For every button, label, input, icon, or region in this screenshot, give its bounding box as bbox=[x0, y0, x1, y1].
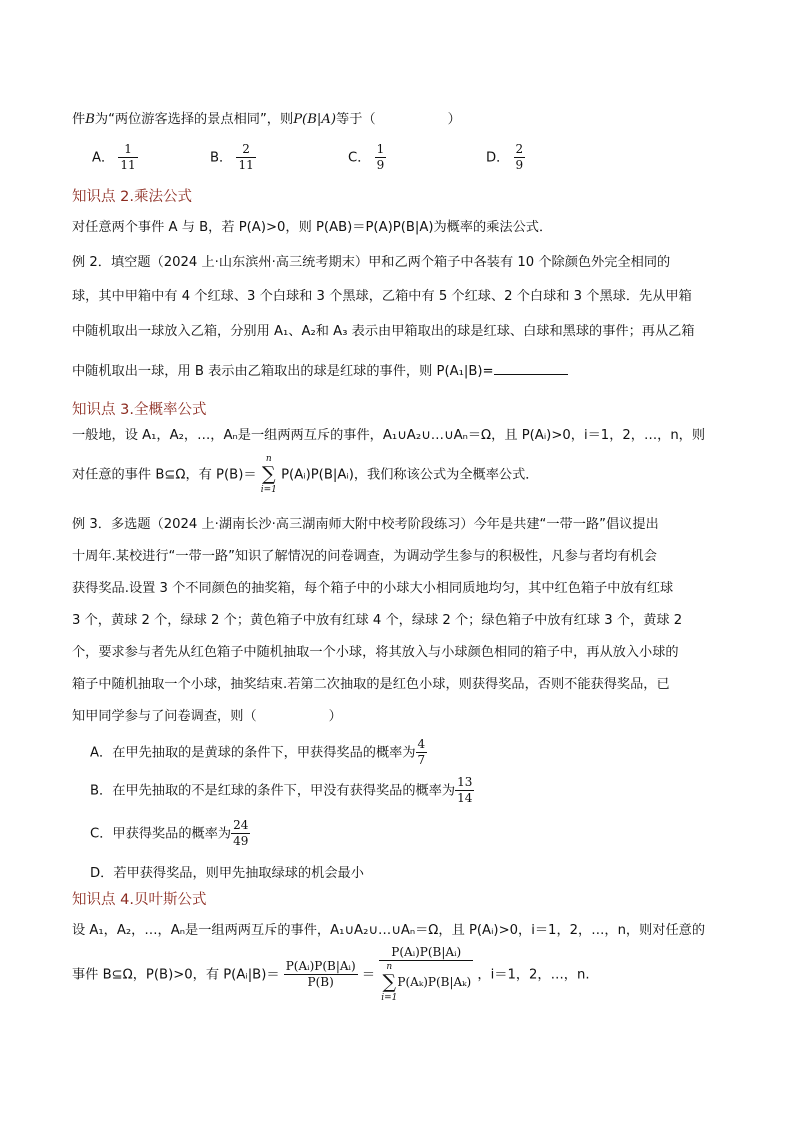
option-text: C．甲获得奖品的概率为 bbox=[90, 826, 232, 842]
fraction-numerator: 13 bbox=[457, 775, 473, 789]
fraction-denominator: 9 bbox=[376, 158, 385, 172]
ex2-line-2: 球，其中甲箱中有 4 个红球、3 个白球和 3 个黑球，乙箱中有 5 个红球、2 个白球和 3 个黑球．先从甲箱 bbox=[72, 289, 692, 304]
q1-option-c[interactable] bbox=[348, 142, 386, 173]
kp3-line-1: 一般地，设 A₁，A₂，…，Aₙ是一组两两互斥的事件，A₁∪A₂∪…∪Aₙ＝Ω，且 P(Aᵢ)>0，i＝1，2，…，n，则 bbox=[72, 428, 706, 443]
fraction-denominator: 14 bbox=[457, 791, 473, 805]
sum-upper-limit: n bbox=[386, 962, 393, 972]
option-fraction bbox=[416, 737, 428, 768]
ex3-line-7 bbox=[72, 705, 342, 724]
kp4-line-1: 设 A₁，A₂，…，Aₙ是一组两两互斥的事件，A₁∪A₂∪…∪Aₙ＝Ω，且 P(Aᵢ)>0，i＝1，2，…，n，则对任意的 bbox=[72, 923, 706, 938]
bayes-fraction-2 bbox=[379, 945, 473, 1004]
q1-option-a[interactable] bbox=[92, 142, 138, 173]
ex3-line-6: 箱子中随机抽取一个小球，抽奖结束.若第二次抽取的是红色小球，则获得奖品，否则不能获得奖品，已 bbox=[72, 677, 670, 692]
fraction-denominator: 11 bbox=[238, 158, 254, 172]
kp4-line-2 bbox=[72, 945, 590, 1004]
q1-stem-text: 为“两位游客选择的景点相同”，则 bbox=[94, 112, 294, 127]
ex2-line-4 bbox=[72, 360, 568, 379]
sum-lower-limit: i=1 bbox=[260, 485, 277, 495]
option-text: B．在甲先抽取的不是红球的条件下，甲没有获得奖品的概率为 bbox=[90, 783, 456, 799]
summation-symbol: n ∑ i=1 bbox=[381, 962, 398, 1003]
ex3-line-1: 例 3．多选题（2024 上·湖南长沙·高三湖南师大附中校考阶段练习）今年是共建“一带一路”倡议提出 bbox=[72, 517, 659, 532]
fraction-numerator: P(Aᵢ)P(B|Aᵢ) bbox=[379, 945, 473, 961]
ex2-line-4-text: 中随机取出一球，用 B 表示由乙箱取出的球是红球的事件，则 P(A₁|B)= bbox=[72, 364, 494, 379]
option-letter: A． bbox=[92, 150, 115, 166]
fraction-denominator: 11 bbox=[120, 158, 136, 172]
q1-stem-prefix: 件 bbox=[72, 112, 86, 127]
option-fraction bbox=[455, 775, 474, 806]
fraction-numerator: 2 bbox=[236, 142, 255, 158]
option-fraction bbox=[118, 142, 137, 173]
ex3-line-3: 获得奖品.设置 3 个不同颜色的抽奖箱，每个箱子中的小球大小相同质地均匀，其中红色箱子中放有红球 bbox=[72, 581, 674, 596]
fraction-denominator bbox=[379, 961, 473, 1004]
ex3-option-a[interactable] bbox=[90, 737, 427, 768]
kp3-line-2-start: 对任意的事件 B⊆Ω，有 P(B)＝ bbox=[72, 467, 257, 483]
ex3-line-7-close: ） bbox=[328, 709, 342, 724]
kp2-heading: 知识点 2.乘法公式 bbox=[72, 189, 192, 205]
kp4-heading: 知识点 4.贝叶斯公式 bbox=[72, 892, 207, 908]
option-letter: B． bbox=[210, 150, 233, 166]
option-letter: C． bbox=[348, 150, 371, 166]
fraction-numerator: 2 bbox=[515, 142, 524, 156]
fraction-denominator: 7 bbox=[417, 753, 426, 767]
fraction-numerator: 1 bbox=[118, 142, 137, 158]
q1-stem bbox=[72, 108, 461, 127]
kp4-line-2-end: ，i＝1，2，…，n. bbox=[477, 967, 590, 983]
kp3-line-2 bbox=[72, 453, 538, 496]
fraction-numerator: P(Aᵢ)P(B|Aᵢ) bbox=[285, 959, 356, 973]
fraction-numerator: 24 bbox=[233, 818, 249, 832]
kp3-line-2-end: P(Aᵢ)P(B|Aᵢ)，我们称该公式为全概率公式． bbox=[281, 467, 539, 483]
fraction-denominator: P(B) bbox=[307, 975, 334, 989]
option-fraction bbox=[231, 818, 250, 849]
ex3-line-2: 十周年.某校进行“一带一路”知识了解情况的问卷调查，为调动学生参与的积极性，凡参与者均有机会 bbox=[72, 549, 657, 564]
fraction-denominator: 9 bbox=[515, 158, 524, 172]
sum-lower-limit: i=1 bbox=[381, 993, 398, 1003]
option-text: A．在甲先抽取的是黄球的条件下，甲获得奖品的概率为 bbox=[90, 745, 416, 761]
ex3-option-c[interactable] bbox=[90, 818, 250, 849]
fraction-numerator: 4 bbox=[417, 737, 426, 751]
q1-stem-event: B bbox=[85, 112, 95, 127]
ex2-line-3: 中随机取出一球放入乙箱，分别用 A₁、A₂和 A₃ 表示由甲箱取出的球是红球、白球和黑球的事件；再从乙箱 bbox=[72, 324, 695, 339]
ex3-option-b[interactable] bbox=[90, 775, 474, 806]
sum-upper-limit: n bbox=[265, 454, 272, 464]
summation-symbol: n ∑ i=1 bbox=[260, 454, 277, 495]
answer-blank[interactable] bbox=[494, 362, 568, 375]
kp3-heading: 知识点 3.全概率公式 bbox=[72, 402, 207, 418]
q1-stem-suffix: 等于（ bbox=[336, 112, 376, 127]
fraction-numerator: 1 bbox=[376, 142, 385, 156]
equals-sign: ＝ bbox=[361, 967, 376, 983]
ex2-line-1: 例 2．填空题（2024 上·山东滨州·高三统考期末）甲和乙两个箱子中各装有 10 个除颜色外完全相同的 bbox=[72, 255, 671, 270]
ex3-option-d[interactable] bbox=[90, 862, 364, 881]
bayes-fraction-1 bbox=[284, 959, 358, 990]
q1-stem-close: ） bbox=[447, 112, 461, 127]
option-text: D．若甲获得奖品，则甲先抽取绿球的机会最小 bbox=[90, 866, 364, 881]
ex3-line-5: 个，要求参与者先从红色箱子中随机抽取一个小球，将其放入与小球颜色相同的箱子中，再从放入小球的 bbox=[72, 645, 679, 660]
kp4-line-2-start: 事件 B⊆Ω，P(B)>0，有 P(Aᵢ|B)＝ bbox=[72, 967, 280, 983]
sum-term: P(Aₖ)P(B|Aₖ) bbox=[397, 975, 472, 989]
option-fraction bbox=[514, 142, 526, 173]
q1-option-b[interactable] bbox=[210, 142, 256, 173]
option-letter: D． bbox=[486, 150, 510, 166]
q1-option-d[interactable] bbox=[486, 142, 525, 173]
q1-stem-probability: P(B|A) bbox=[293, 112, 337, 127]
ex3-line-4: 3 个，黄球 2 个，绿球 2 个；黄色箱子中放有红球 4 个，绿球 2 个；绿色箱子中放有红球 3 个，黄球 2 bbox=[72, 613, 683, 628]
option-fraction bbox=[375, 142, 387, 173]
fraction-denominator: 49 bbox=[233, 834, 249, 848]
kp2-body: 对任意两个事件 A 与 B，若 P(A)>0，则 P(AB)＝P(A)P(B|A)为概率的乘法公式． bbox=[72, 220, 553, 235]
ex3-line-7-text: 知甲同学参与了问卷调查，则（ bbox=[72, 709, 257, 724]
option-fraction bbox=[236, 142, 255, 173]
